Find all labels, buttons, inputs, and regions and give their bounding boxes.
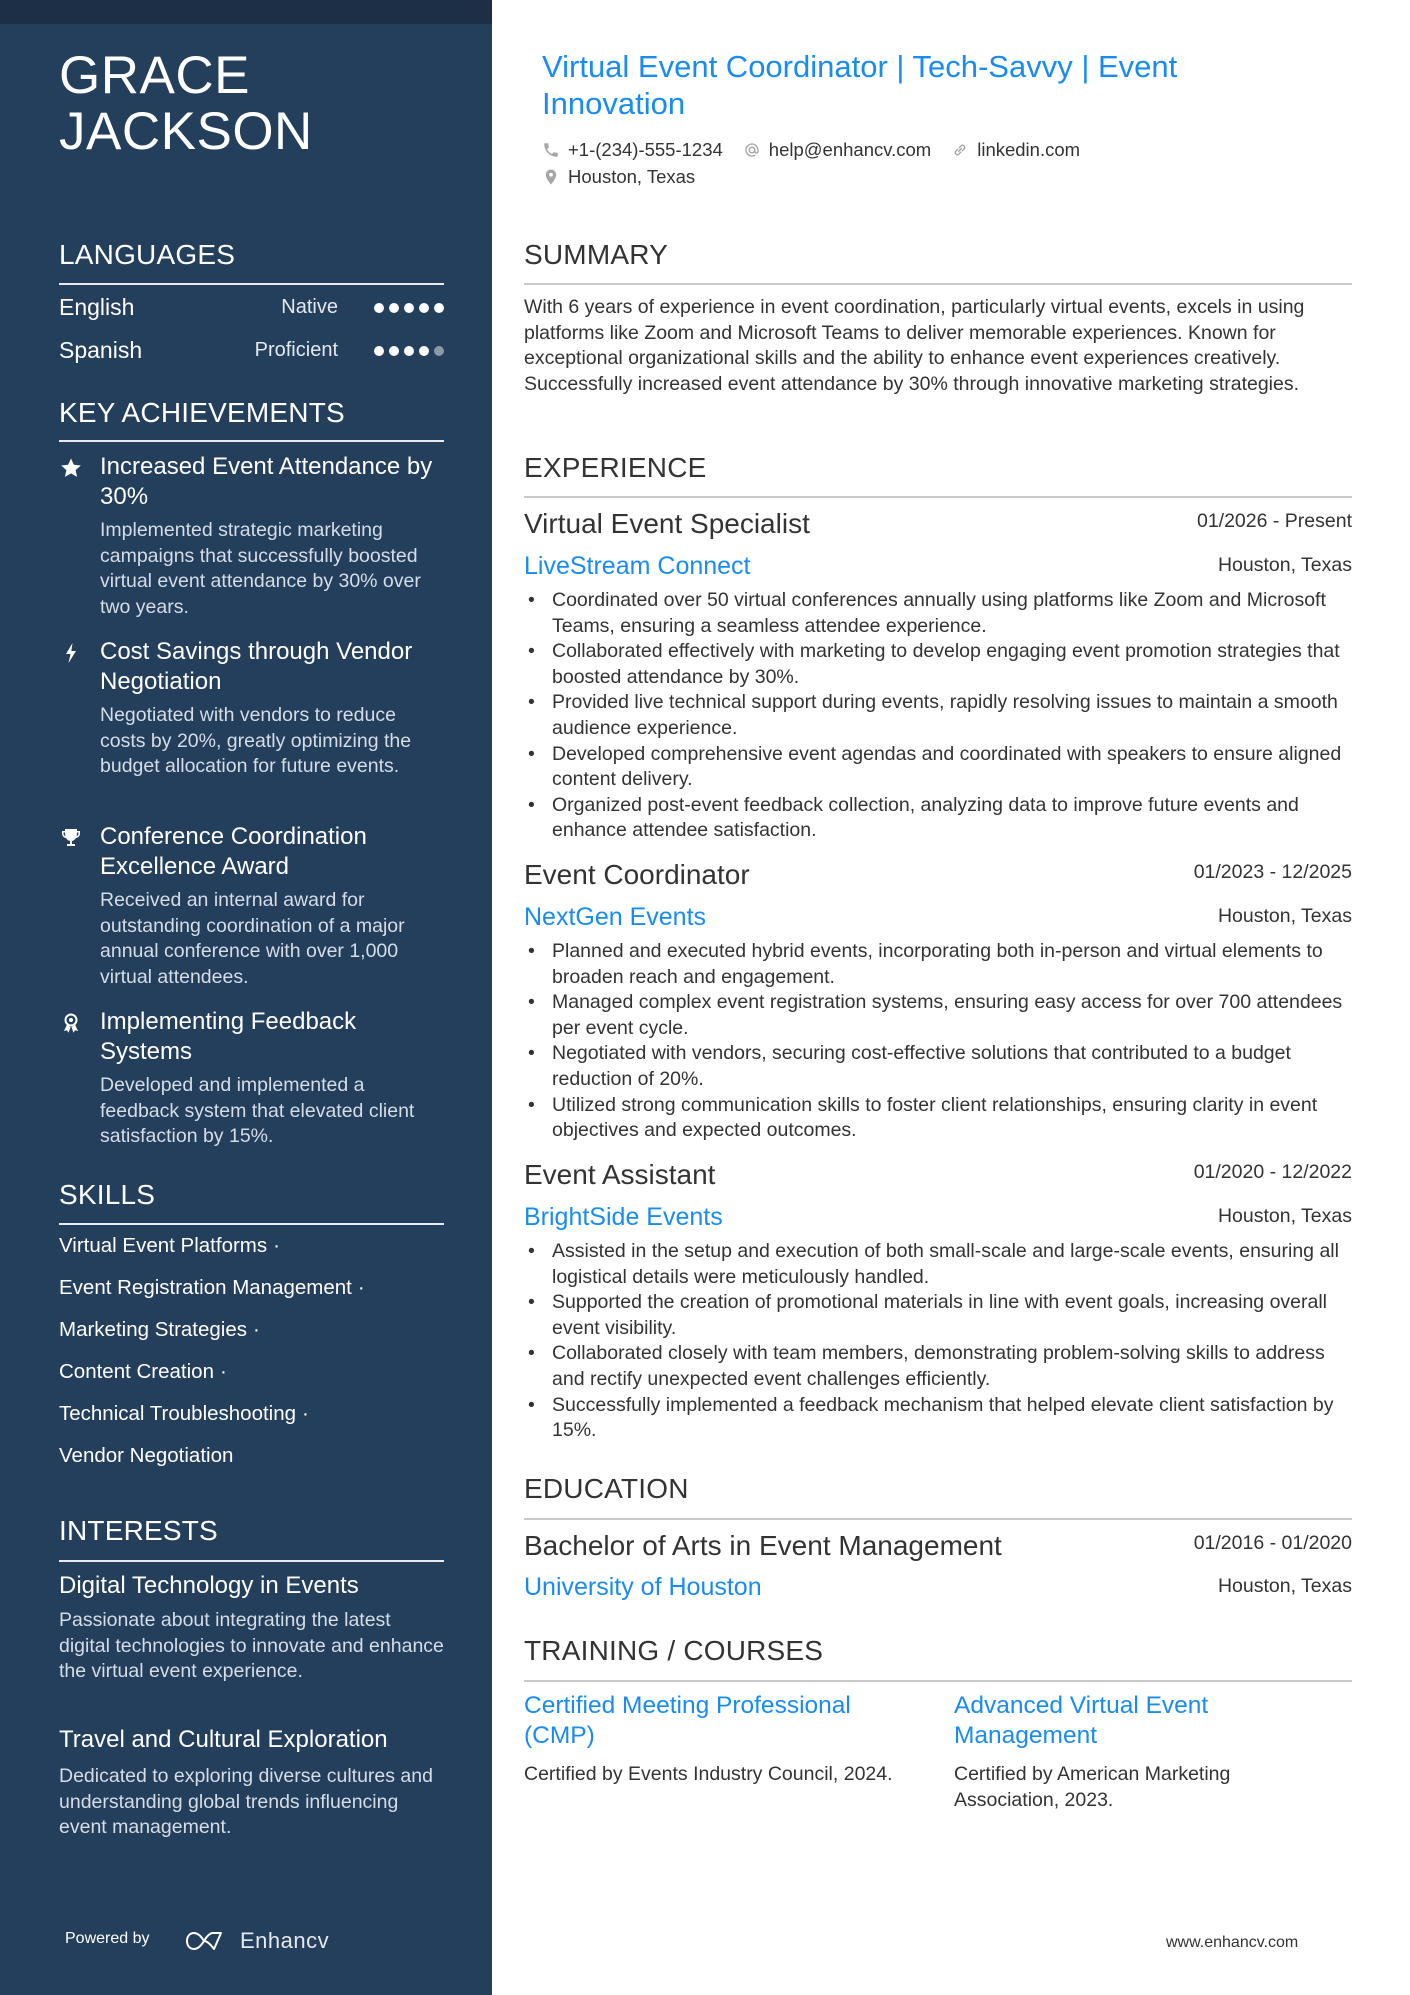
job-location: Houston, Texas: [1217, 1205, 1352, 1227]
degree-title: Bachelor of Arts in Event Management: [524, 1530, 1002, 1561]
enhancv-logo-icon: [184, 1929, 230, 1953]
summary-heading: SUMMARY: [524, 239, 669, 270]
interest-description: Passionate about integrating the latest digital technologies to innovate and enhance the virtual event experience.: [59, 1609, 444, 1683]
key-achievements-divider: [59, 440, 444, 442]
interests-heading: INTERESTS: [59, 1515, 218, 1546]
bullet-item: • Coordinated over 50 virtual conferences annually using platforms like Zoom and Microsoft Teams, ensuring a seamless attendee experience.: [524, 588, 1354, 639]
job-title: Event Assistant: [524, 1159, 716, 1190]
education-heading: EDUCATION: [524, 1473, 689, 1504]
proficiency-dots: [374, 303, 444, 313]
contact-phone[interactable]: [542, 139, 723, 161]
bullet-item: • Collaborated effectively with marketing to develop engaging event promotion strategies that boosted attendance by 30%.: [524, 639, 1354, 690]
achievement-title: Increased Event Attendance by 30%: [100, 453, 433, 510]
languages-heading: LANGUAGES: [59, 239, 236, 270]
candidate-name: [59, 48, 313, 160]
language-name: English: [59, 294, 135, 320]
language-level: Native: [281, 296, 338, 318]
interest-title: Digital Technology in Events: [59, 1572, 359, 1599]
skill-item: Virtual Event Platforms ·: [59, 1234, 280, 1257]
contact-email[interactable]: [743, 139, 931, 161]
training-divider: [524, 1680, 1352, 1682]
interests-divider: [59, 1560, 444, 1562]
bullet-item: • Provided live technical support during events, rapidly resolving issues to maintain a smooth audience experience.: [524, 690, 1354, 741]
phone-text: +1-(234)-555-1234: [568, 139, 723, 160]
phone-icon: [542, 141, 560, 159]
at-sign-icon: [743, 141, 761, 159]
skill-item: Marketing Strategies ·: [59, 1318, 260, 1341]
achievement-description: Negotiated with vendors to reduce costs by 20%, greatly optimizing the budget allocation for future events.: [100, 704, 412, 778]
course-title: Advanced Virtual Event Management: [954, 1692, 1209, 1749]
contact-location: [542, 166, 695, 188]
language-name: Spanish: [59, 337, 143, 363]
achievement-title: Cost Savings through Vendor Negotiation: [100, 638, 413, 695]
bullet-item: • Developed comprehensive event agendas and coordinated with speakers to ensure aligned content delivery.: [524, 742, 1354, 793]
job-location: Houston, Texas: [1217, 554, 1352, 576]
interest-description: Dedicated to exploring diverse cultures and understanding global trends influencing event management.: [59, 1765, 433, 1839]
bullet-item: • Planned and executed hybrid events, incorporating both in-person and virtual elements to broaden reach and engagement.: [524, 939, 1354, 990]
key-achievements-heading: KEY ACHIEVEMENTS: [59, 397, 345, 428]
headline-title: Virtual Event Coordinator | Tech-Savvy | Event Innovation: [542, 49, 1178, 121]
bullet-item: • Supported the creation of promotional materials in line with event goals, increasing overall event visibility.: [524, 1290, 1354, 1341]
experience-divider: [524, 496, 1352, 498]
job-location: Houston, Texas: [1217, 905, 1352, 927]
course-description: Certified by Events Industry Council, 2024.: [524, 1763, 893, 1785]
bullet-item: • Assisted in the setup and execution of both small-scale and large-scale events, ensuring all logistical details were meticulously handled.: [524, 1239, 1354, 1290]
powered-by-label: Powered by: [65, 1930, 150, 1947]
summary-text: With 6 years of experience in event coordination, particularly virtual events, excels in using platforms like Zoom and Microsoft Teams to deliver memorable experiences. Known for exceptional organizational skills and the ability to enhance event experiences creatively. Successfully increased event attendance by 30% through innovative marketing strategies.: [524, 296, 1305, 395]
language-level: Proficient: [254, 339, 338, 361]
job-dates: 01/2026 - Present: [1196, 510, 1352, 532]
skill-item: Content Creation ·: [59, 1360, 227, 1383]
skills-divider: [59, 1223, 444, 1225]
course-description: Certified by American Marketing Association, 2023.: [954, 1763, 1231, 1811]
sidebar: [0, 0, 492, 1995]
bullet-item: • Collaborated closely with team members, demonstrating problem-solving skills to address and rectify unexpected event challenges efficiently.: [524, 1341, 1354, 1392]
interest-title: Travel and Cultural Exploration: [59, 1726, 388, 1753]
sidebar-top-band: [0, 0, 492, 24]
job-company[interactable]: BrightSide Events: [524, 1203, 723, 1231]
contact-row-location: [542, 164, 715, 190]
education-location: Houston, Texas: [1217, 1575, 1352, 1597]
name-first: GRACE: [59, 46, 250, 105]
skill-item: Event Registration Management ·: [59, 1276, 365, 1299]
proficiency-dots: [374, 346, 444, 356]
linkedin-text: linkedin.com: [977, 139, 1081, 160]
language-row: [59, 337, 444, 367]
footer-url[interactable]: www.enhancv.com: [1166, 1934, 1299, 1951]
job-company[interactable]: NextGen Events: [524, 903, 707, 931]
job-bullets: [524, 588, 1354, 844]
school-name[interactable]: University of Houston: [524, 1573, 762, 1601]
lightning-bolt-icon: [59, 641, 83, 665]
bullet-item: • Successfully implemented a feedback mechanism that helped elevate client satisfaction by 15%.: [524, 1393, 1354, 1444]
achievement-title: Conference Coordination Excellence Award: [100, 823, 367, 880]
job-bullets: [524, 1239, 1354, 1444]
email-text: help@enhancv.com: [768, 139, 932, 160]
skill-item: Technical Troubleshooting ·: [59, 1402, 309, 1425]
education-divider: [524, 1518, 1352, 1520]
contact-row: [542, 137, 1100, 163]
course-title: Certified Meeting Professional (CMP): [524, 1692, 851, 1749]
achievement-description: Implemented strategic marketing campaigns that successfully boosted virtual event attendance by 30% over two years.: [100, 519, 421, 618]
job-dates: 01/2020 - 12/2022: [1193, 1161, 1352, 1183]
bullet-item: • Utilized strong communication skills to foster client relationships, ensuring clarity in event objectives and expected outcomes.: [524, 1093, 1354, 1144]
enhancv-wordmark: Enhancv: [240, 1928, 330, 1953]
skills-heading: SKILLS: [59, 1179, 156, 1210]
name-last: JACKSON: [59, 102, 313, 161]
language-row: [59, 294, 444, 324]
award-ribbon-icon: [59, 1011, 83, 1035]
job-company[interactable]: LiveStream Connect: [524, 552, 751, 580]
job-title: Event Coordinator: [524, 859, 750, 890]
contact-linkedin[interactable]: [951, 139, 1080, 161]
location-text: Houston, Texas: [568, 166, 696, 187]
summary-divider: [524, 283, 1352, 285]
trophy-icon: [59, 826, 83, 850]
education-dates: 01/2016 - 01/2020: [1193, 1532, 1352, 1554]
link-icon: [951, 141, 969, 159]
star-icon: [59, 456, 83, 480]
skill-item: Vendor Negotiation: [59, 1444, 234, 1467]
job-bullets: [524, 939, 1354, 1144]
job-title: Virtual Event Specialist: [524, 508, 810, 539]
languages-divider: [59, 283, 444, 285]
bullet-item: • Managed complex event registration systems, ensuring easy access for over 700 attendees per event cycle.: [524, 990, 1354, 1041]
achievement-title: Implementing Feedback Systems: [100, 1008, 357, 1065]
location-pin-icon: [542, 168, 560, 186]
achievement-description: Developed and implemented a feedback system that elevated client satisfaction by 15%.: [100, 1074, 415, 1148]
experience-heading: EXPERIENCE: [524, 452, 707, 483]
achievement-description: Received an internal award for outstanding coordination of a major annual conference with over 1,000 virtual attendees.: [100, 889, 405, 988]
enhancv-brand[interactable]: [184, 1928, 329, 1954]
job-dates: 01/2023 - 12/2025: [1193, 861, 1352, 883]
bullet-item: • Organized post-event feedback collection, analyzing data to improve future events and enhance attendee satisfaction.: [524, 793, 1354, 844]
bullet-item: • Negotiated with vendors, securing cost-effective solutions that contributed to a budget reduction of 20%.: [524, 1041, 1354, 1092]
training-heading: TRAINING / COURSES: [524, 1635, 824, 1666]
